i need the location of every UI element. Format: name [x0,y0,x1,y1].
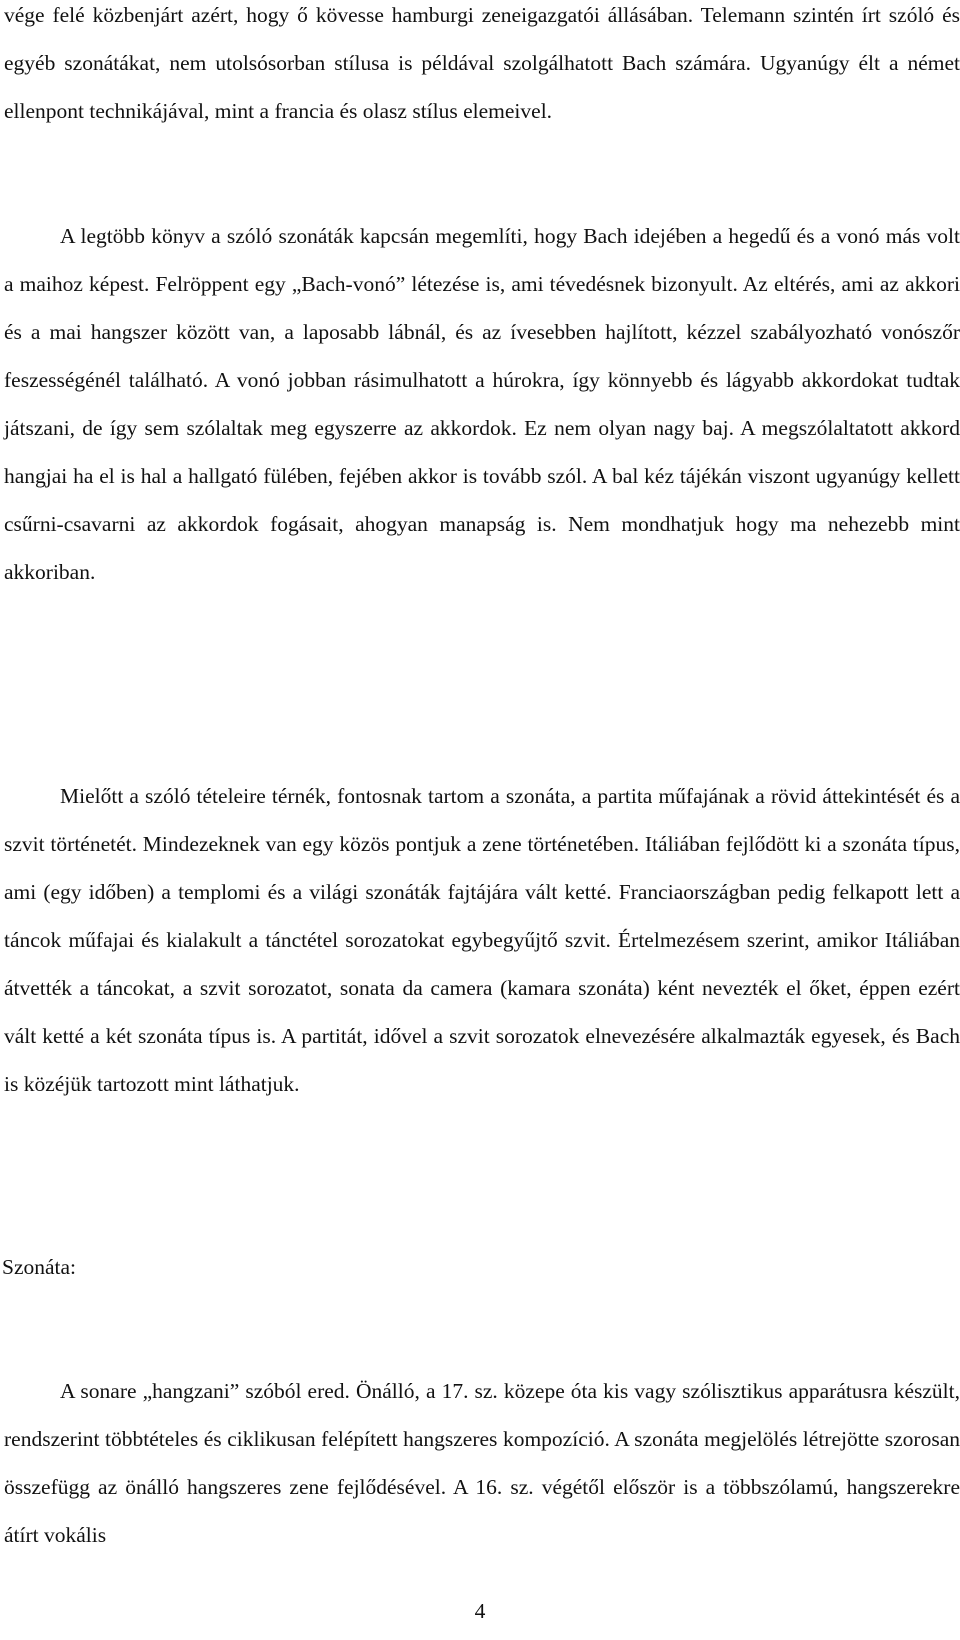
paragraph-continuation: vége felé közbenjárt azért, hogy ő kövesse hamburgi zeneigazgatói állásában. Telemann szintén írt szóló és egyéb szonátákat, nem utolsósorban stílusa is példával szolgálhatott Bach számára. Ugyanúgy élt a német ellenpont technikájával, mint a francia és olasz stílus elemeivel. [4,3,960,123]
section-heading-sonata: Szonáta: [2,1255,77,1279]
paragraph-sonata-partita-overview: Mielőtt a szóló tételeire térnék, fontosnak tartom a szonáta, a partita műfajának a rövid áttekintését és a szvit történetét. Mindezeknek van egy közös pontjuk a zene történetében. Itáliában fejlődött ki a szonáta típus, ami (egy időben) a templomi és a világi szonáták fajtájára vált ketté. Franciaországban pedig felkapott lett a táncok műfajai és kialakult a tánctétel sorozatokat egybegyűjtő szvit. Értelmezésem szerint, amikor Itáliában átvették a táncokat, a szvit sorozatot, sonata da camera (kamara szonáta) ként nevezték el őket, éppen ezért vált ketté a két szonáta típus is. A partitát, idővel a szvit sorozatok elnevezésére alkalmazták egyesek, és Bach is közéjük tartozott mint láthatjuk. [4,784,960,1096]
paragraph-sonata-definition: A sonare „hangzani” szóból ered. Önálló, a 17. sz. közepe óta kis vagy szólisztikus apparátusra készült, rendszerint többtételes és ciklikusan felépített hangszeres kompozíció. A szonáta megjelölés létrejötte szorosan összefügg az önálló hangszeres zene fejlődésével. A 16. sz. végétől először is a többszólamú, hangszerekre átírt vokális [4,1379,960,1547]
page-number: 4 [474,1599,486,1623]
paragraph-bach-bow: A legtöbb könyv a szóló szonáták kapcsán megemlíti, hogy Bach idejében a hegedű és a vonó más volt a maihoz képest. Felröppent egy „Bach-vonó” létezése is, ami tévedésnek bizonyult. Az eltérés, ami az akkori és a mai hangszer között van, a laposabb lábnál, és az ívesebben hajlított, kézzel szabályozható vonószőr feszességénél található. A vonó jobban rásimulhatott a húrokra, így könnyebb és lágyabb akkordokat tudtak játszani, de így sem szólaltak meg egyszerre az akkordok. Ez nem olyan nagy baj. A megszólaltatott akkord hangjai ha el is hal a hallgató fülében, fejében akkor is tovább szól. A bal kéz tájékán viszont ugyanúgy kellett csűrni-csavarni az akkordok fogásait, ahogyan manapság is. Nem mondhatjuk hogy ma nehezebb mint akkoriban. [4,224,960,584]
